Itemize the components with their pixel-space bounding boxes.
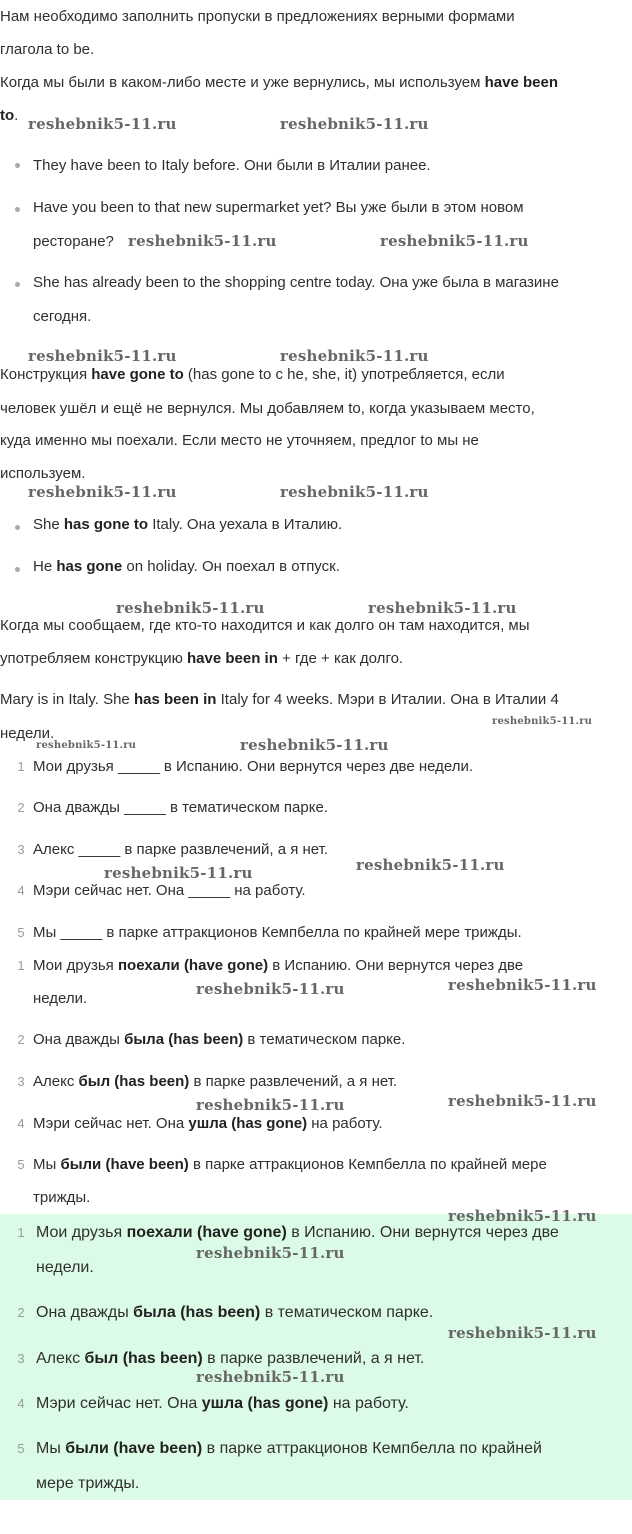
answer-number: 2 [17,1305,25,1320]
intro-line-2: глагола to be. [0,41,95,58]
answer-number: 1 [17,958,25,973]
highlighted-answer-2: Она дважды была (has been) в тематическом парке. [36,1304,434,1321]
watermark: reshebnik5-11.ru [36,740,137,751]
answer-number: 1 [17,1225,25,1240]
answer-2: Она дважды была (has been) в тематическом парке. [33,1031,406,1048]
gone-to-line-2: человек ушёл и ещё не вернулся. Мы добавляем to, когда указываем место, [0,400,535,417]
example-been-to-3: She has already been to the shopping centre today. Она уже была в магазине [33,274,559,291]
bullet-dot [15,567,20,572]
watermark: reshebnik5-11.ru [280,483,429,501]
been-in-line-1: Когда мы сообщаем, где кто-то находится и как долго он там находится, мы [0,617,530,634]
highlighted-answer-3: Алекс был (has been) в парке развлечений, а я нет. [36,1350,425,1367]
highlighted-answer-5-cont: мере трижды. [36,1475,140,1492]
watermark: reshebnik5-11.ru [196,1096,345,1114]
been-to-explanation-end: to. [0,107,19,124]
gone-to-line-1: Конструкция have gone to (has gone to с he, she, it) употребляется, если [0,366,505,383]
task-item-3: Алекс _____ в парке развлечений, а я нет. [33,841,329,858]
answer-number: 2 [17,1032,25,1047]
bullet-dot [15,282,20,287]
task-number: 3 [17,842,25,857]
answer-1-cont: недели. [33,990,88,1007]
watermark: reshebnik5-11.ru [448,1324,597,1342]
watermark: reshebnik5-11.ru [196,1368,345,1386]
answer-5-cont: трижды. [33,1189,91,1206]
highlighted-answer-5: Мы были (have been) в парке аттракционов Кемпбелла по крайней [36,1440,542,1457]
intro-line-1: Нам необходимо заполнить пропуски в предложениях верными формами [0,8,515,25]
been-in-line-2: употребляем конструкцию have been in + где + как долго. [0,650,404,667]
highlighted-answer-1-cont: недели. [36,1259,94,1276]
watermark: reshebnik5-11.ru [196,980,345,998]
answer-3: Алекс был (has been) в парке развлечений, а я нет. [33,1073,398,1090]
example-gone-to-2: He has gone on holiday. Он поехал в отпуск. [33,558,340,575]
example-been-to-1: They have been to Italy before. Они были в Италии ранее. [33,157,431,174]
answer-5: Мы были (have been) в парке аттракционов Кемпбелла по крайней мере [33,1156,547,1173]
been-in-example-cont: недели. [0,725,55,742]
watermark: reshebnik5-11.ru [380,232,529,250]
watermark: reshebnik5-11.ru [28,483,177,501]
bullet-dot [15,207,20,212]
answer-number: 5 [17,1157,25,1172]
task-item-2: Она дважды _____ в тематическом парке. [33,799,328,816]
been-in-example: Mary is in Italy. She has been in Italy for 4 weeks. Мэри в Италии. Она в Италии 4 [0,691,559,708]
answer-number: 4 [17,1396,25,1411]
task-number: 5 [17,925,25,940]
gone-to-line-3: куда именно мы поехали. Если место не уточняем, предлог to мы не [0,432,479,449]
bullet-dot [15,163,20,168]
task-item-5: Мы _____ в парке аттракционов Кемпбелла по крайней мере трижды. [33,924,522,941]
example-gone-to-1: She has gone to Italy. Она уехала в Италию. [33,516,343,533]
highlighted-answer-4: Мэри сейчас нет. Она ушла (has gone) на работу. [36,1395,409,1412]
watermark: reshebnik5-11.ru [448,1092,597,1110]
watermark: reshebnik5-11.ru [448,976,597,994]
answer-number: 4 [17,1116,25,1131]
watermark: reshebnik5-11.ru [492,716,593,727]
watermark: reshebnik5-11.ru [104,864,253,882]
watermark: reshebnik5-11.ru [196,1244,345,1262]
watermark: reshebnik5-11.ru [356,856,505,874]
task-number: 1 [17,759,25,774]
watermark: reshebnik5-11.ru [280,115,429,133]
example-been-to-3-cont: сегодня. [33,308,92,325]
answer-number: 5 [17,1441,25,1456]
gone-to-line-4: используем. [0,465,86,482]
watermark: reshebnik5-11.ru [280,347,429,365]
answer-1: Мои друзья поехали (have gone) в Испанию. Они вернутся через две [33,957,524,974]
watermark: reshebnik5-11.ru [368,599,517,617]
example-been-to-2: Have you been to that new supermarket yet? Вы уже были в этом новом [33,199,524,216]
example-been-to-2-cont: ресторане? [33,233,114,250]
watermark: reshebnik5-11.ru [28,115,177,133]
highlighted-answer-1: Мои друзья поехали (have gone) в Испанию. Они вернутся через две [36,1224,559,1241]
answer-number: 3 [17,1351,25,1366]
answer-number: 3 [17,1074,25,1089]
watermark: reshebnik5-11.ru [240,736,389,754]
watermark: reshebnik5-11.ru [128,232,277,250]
task-item-1: Мои друзья _____ в Испанию. Они вернутся через две недели. [33,758,474,775]
watermark: reshebnik5-11.ru [448,1207,597,1225]
answer-4: Мэри сейчас нет. Она ушла (has gone) на работу. [33,1115,383,1132]
task-number: 2 [17,800,25,815]
watermark: reshebnik5-11.ru [28,347,177,365]
watermark: reshebnik5-11.ru [116,599,265,617]
task-number: 4 [17,883,25,898]
task-item-4: Мэри сейчас нет. Она _____ на работу. [33,882,306,899]
bullet-dot [15,525,20,530]
been-to-explanation: Когда мы были в каком-либо месте и уже вернулись, мы используем have been [0,74,558,91]
